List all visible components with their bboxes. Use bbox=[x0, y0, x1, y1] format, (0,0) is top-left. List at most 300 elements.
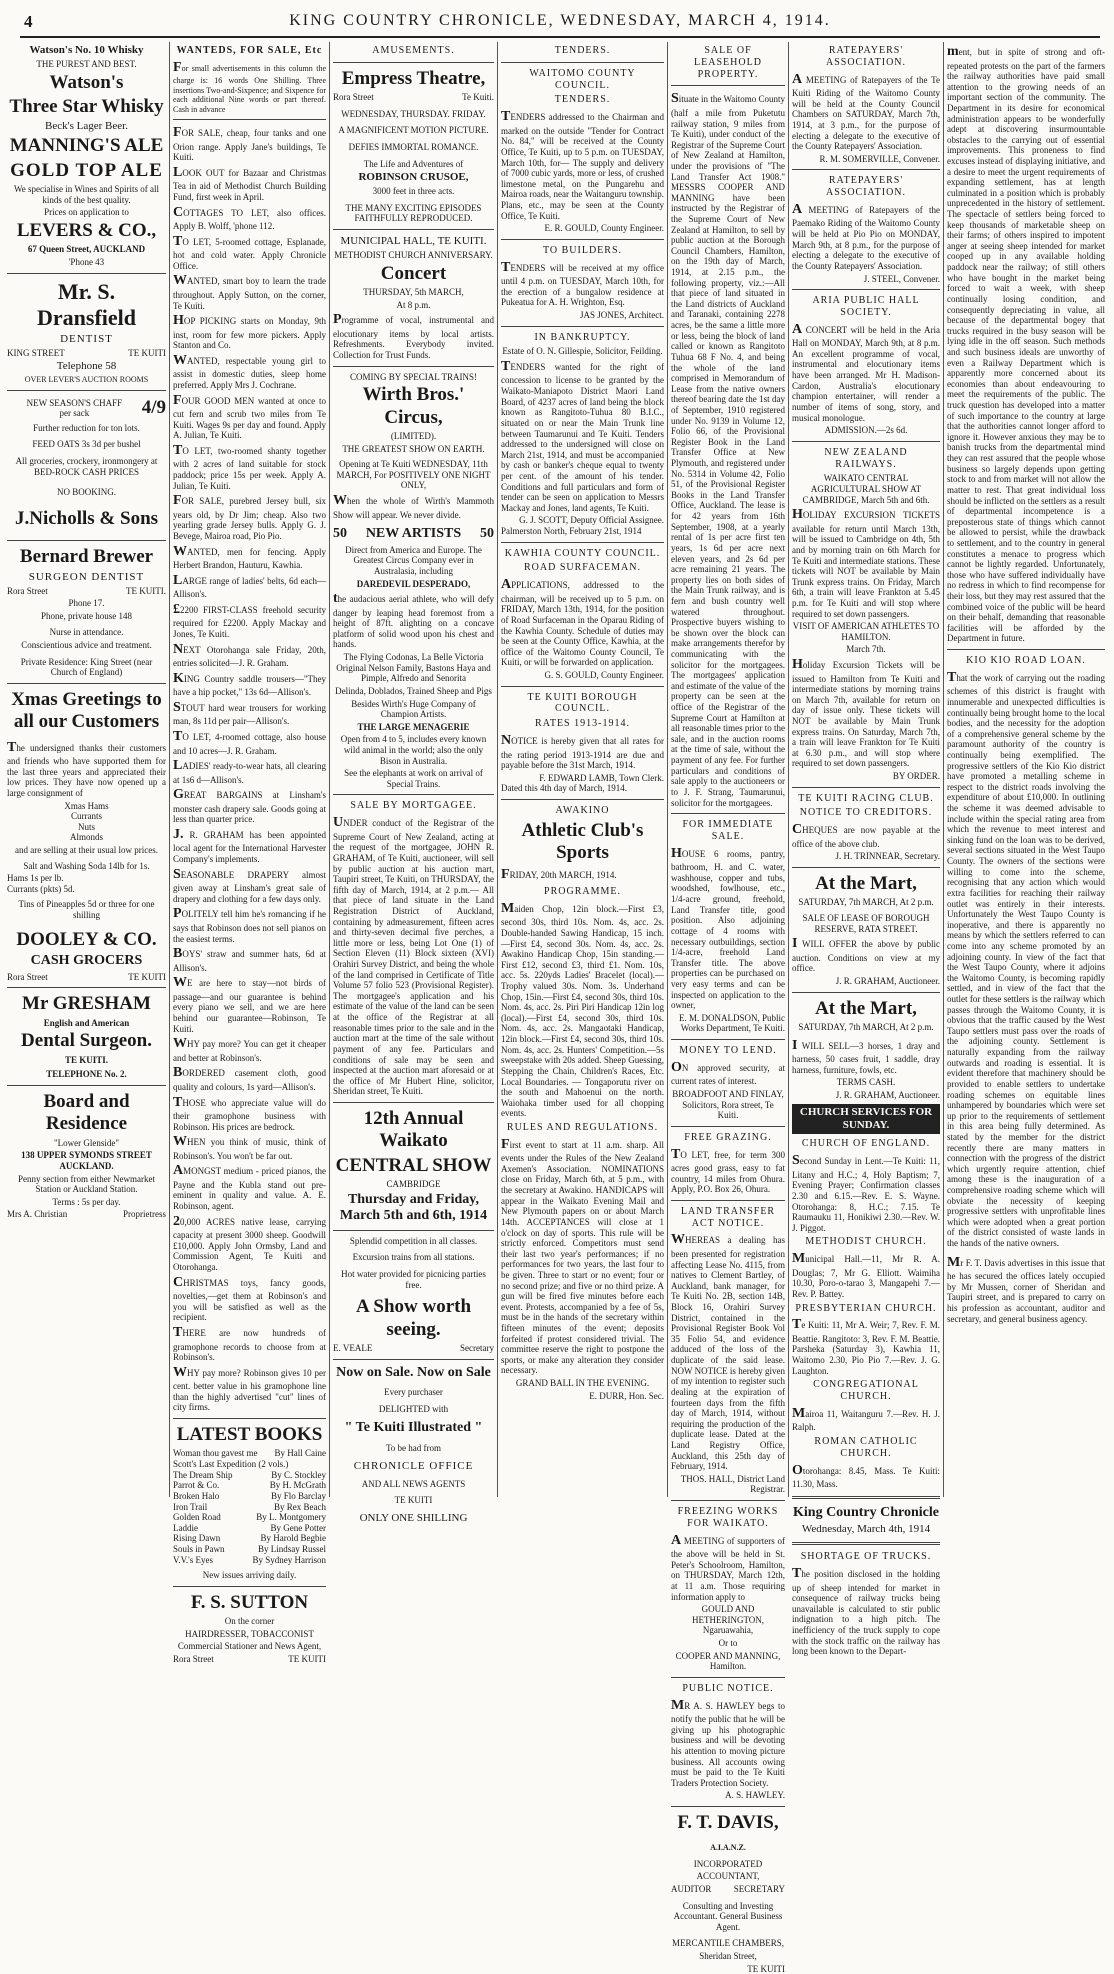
mart-1-date: SATURDAY, 7th MARCH, At 2 p.m. bbox=[798, 897, 934, 908]
bankruptcy-estate: Estate of O. N. Gillespie, Solicitor, Feilding. bbox=[502, 346, 663, 357]
tender-3-date: Palmerston North, February 21st, 1914 bbox=[501, 526, 642, 536]
book-author: By Flo Barclay bbox=[271, 1490, 326, 1501]
xmas-item: Currants bbox=[71, 811, 102, 822]
board-title: Board and Residence bbox=[43, 1090, 130, 1135]
board-terms: Terms : 5s per day. bbox=[52, 1196, 121, 1207]
coe-heading: CHURCH OF ENGLAND. bbox=[801, 1138, 931, 1150]
mart-2-date: SATURDAY, 7th MARCH, At 2 p.m. bbox=[798, 1021, 934, 1032]
whisky-ad-1: Watson's No. 10 Whisky bbox=[29, 44, 144, 56]
daredevil-body: the audacious aerial athlete, who will defy danger by leaping head foremost from a height of 87ft. alighting on a concave platform of solid wood upon his chest and hands. bbox=[333, 591, 494, 650]
mart-1-title: At the Mart, bbox=[815, 872, 917, 894]
presbyterian-heading: PRESBYTERIAN CHURCH. bbox=[795, 1302, 937, 1314]
land-transfer-heading: LAND TRANSFER ACT NOTICE. bbox=[680, 1205, 776, 1229]
graham-2-signature: J. R. GRAHAM, Auctioneer. bbox=[835, 1089, 940, 1100]
mart-2-body: I WILL SELL—3 horses, 1 dray and harness, 50 cases fruit, 1 saddle, dray harness, furniture, fowls, etc. bbox=[792, 1037, 940, 1075]
athletic-date: FRIDAY, 20th MARCH, 1914. bbox=[501, 866, 617, 882]
artists-count-left: 50 bbox=[333, 526, 347, 542]
public-notice-heading: PUBLIC NOTICE. bbox=[682, 1682, 774, 1694]
classified-ad: LADIES' ready-to-wear hats, all clearing at 1s6 d—Allison's. bbox=[173, 758, 326, 785]
classifieds-list bbox=[173, 125, 326, 1413]
davis-auditor: AUDITOR bbox=[671, 1884, 712, 1895]
classified-ad: £2200 FIRST-CLASS freehold security required for £2200. Apply Mackay and Jones, Te Kuiti. bbox=[173, 601, 326, 639]
classified-ad: AMONGST medium - priced pianos, the Payne and the Kubla stand out pre-eminent in quality and value. A. E. Robinson, agent. bbox=[173, 1163, 326, 1212]
classified-ad: THOSE who appreciate value will do their gramophone business with Robinson. His prices are bedrock. bbox=[173, 1094, 326, 1132]
book-author: By Sydney Harrison bbox=[252, 1554, 326, 1565]
land-transfer-signature: THOS. HALL, District Land Registrar. bbox=[680, 1473, 785, 1495]
brewer-name: Bernard Brewer bbox=[19, 546, 154, 568]
ale-ad-2: GOLD TOP ALE bbox=[10, 159, 163, 181]
dentist-title: DENTIST bbox=[60, 332, 113, 345]
rules-body: First event to start at 11 a.m. sharp. All events under the Rules of the New Zealand Axemen's Association. NOMINATIONS close on Friday, March 6th, at 5 p.m., with the secretary at Awakino. HANDICAPS will appear in the Waikato Evening Mail and New Plymouth papers on or about March 14th. ACCEPTANCES will close at 1 o'clock on day of sports. This rule will be strictly enforced. Competitors must send their last two year's performances; if no performances for two years, the last four to be given. Three to start or no event; four or no second prize; and five or no third prize. A gun will be fired five minutes before each event. Protests, accompanied by a fee of 5s, must be in the hands of the secretary within fifteen minutes of the event; deposits forfeited if protest considered trivial. The committee reserve the right to postpone the sports, or make any alteration they consider necessary. bbox=[501, 1136, 664, 1376]
davis-secretary: SECRETARY bbox=[733, 1884, 785, 1895]
methodist-body: Municipal Hall.—11, Mr R. A. Douglas; 7, Mr G. Elliott. Waimiha 10.30, Poro-o-tarao 3, Mangapehi 7.—Rev. P. Battey. bbox=[792, 1251, 940, 1299]
book-row bbox=[173, 1523, 326, 1534]
money-body: ON approved security, at current rates of interest. bbox=[671, 1059, 785, 1087]
page-number: 4 bbox=[24, 12, 33, 31]
book-row bbox=[173, 1491, 326, 1502]
groceries-ad: All groceries, crockery, ironmongery at BED-ROCK CASH PRICES bbox=[15, 455, 158, 477]
tender-2: TENDERS will be received at my office until 4 p.m. on TUESDAY, March 10th, for the erection of a bungalow residence at Pukeatua for A. H. Wrighton, Esq. bbox=[501, 259, 664, 308]
no-booking: NO BOOKING. bbox=[57, 487, 116, 498]
xmas-item: Nuts bbox=[77, 821, 95, 832]
classified-ad: NEXT Otorohanga sale Friday, 20th, entries solicited—J. R. Graham. bbox=[173, 641, 326, 669]
book-row bbox=[173, 1448, 326, 1459]
to-be-had: To be had from bbox=[385, 1442, 442, 1453]
municipal-hall: MUNICIPAL HALL, TE KUITI. bbox=[340, 235, 487, 248]
railways-body: HOLIDAY EXCURSION TICKETS available for return until March 13th, will be issued to Cambridge on 4th, 5th and by morning train on 6th March for Te Kuiti and intermediate stations. These tickets will NOT be available by Main Trunk express trains. On Friday, March 6th, a train will leave Frankton at 5.45 p.m. for Te Kuiti and will stop where required to set down passengers. bbox=[792, 507, 940, 619]
classified-ad: STOUT hard wear trousers for working man, 8s 11d per pair—Allison's. bbox=[173, 699, 326, 727]
book-title: Broken Halo bbox=[173, 1490, 220, 1501]
tender-2-signature: JAS JONES, Architect. bbox=[580, 309, 664, 320]
methodist-anniversary: METHODIST CHURCH ANNIVERSARY. bbox=[334, 250, 493, 261]
xmas-body: The undersigned thanks their customers and friends who have supported them for the last three years and appreciated their low prices. They have now opened up a large consignment of bbox=[7, 739, 166, 798]
currants-ad: Currants (pkts) 5d. bbox=[7, 883, 75, 894]
book-author: By Hall Caine bbox=[274, 1448, 326, 1459]
waikato-show-2: CENTRAL SHOW bbox=[335, 1154, 492, 1176]
artists-count-right: 50 bbox=[479, 526, 494, 542]
money-heading: MONEY TO LEND. bbox=[679, 1044, 777, 1056]
veale-name: E. VEALE bbox=[333, 1343, 373, 1354]
book-row bbox=[173, 1512, 326, 1523]
ratepayers-1-signature: R. M. SOMERVILLE, Convener. bbox=[819, 153, 940, 164]
davis-incorporated: INCORPORATED bbox=[693, 1858, 763, 1869]
immediate-sale-signature: E. M. DONALDSON, Public Works Department, Te Kuiti. bbox=[678, 1012, 785, 1034]
sutton-trade: HAIRDRESSER, TOBACCONIST bbox=[185, 1628, 314, 1639]
menagerie-title: THE LARGE MENAGERIE bbox=[357, 721, 470, 732]
concert-title: Concert bbox=[380, 262, 447, 284]
wirth-greatest: THE GREATEST SHOW ON EARTH. bbox=[342, 443, 485, 454]
levers-name: LEVERS & CO., bbox=[16, 220, 157, 241]
freezing-body: A MEETING of supporters of the above will be held in St. Peter's Schoolroom, Hamilton, on THURSDAY, March 12th, at 11 a.m. Those requiring information apply to bbox=[671, 1532, 785, 1602]
daredevil-title: DAREDEVIL DESPERADO, bbox=[356, 578, 471, 589]
now-on-sale: Now on Sale. Now on Sale bbox=[336, 1364, 491, 1380]
mortgagee-heading: SALE BY MORTGAGEE. bbox=[350, 800, 477, 812]
book-row bbox=[173, 1555, 326, 1566]
reduction-text: Further reduction for ton lots. bbox=[33, 422, 140, 433]
newspaper-title: KING COUNTRY CHRONICLE, WEDNESDAY, MARCH 4, 1914. bbox=[289, 12, 831, 29]
concert-date: THURSDAY, 5th MARCH, bbox=[363, 287, 464, 298]
masthead bbox=[20, 6, 1100, 38]
awakino-heading: AWAKINO bbox=[555, 804, 610, 816]
brewer-private-phone: Phone, private house 148 bbox=[41, 610, 132, 621]
athletic-title: Athletic Club's Sports bbox=[521, 819, 644, 864]
ratepayers-1-heading: RATEPAYERS' ASSOCIATION. bbox=[825, 45, 907, 68]
xmas-selling: and are selling at their usual low prices. bbox=[15, 845, 158, 856]
programme-body: Maiden Chop, 12in block.—First £3, second 30s, third 10s. Nom. 4s, acc. 2s. Double-handed Sawing Handicap, 15 inch.—First £4, second 30s. Nom. 4s, acc. 2s. Awakino Handicap Chop, 15in standing.—First £12, second £3, third £1. Nom. 10s, acc. 5s. 220yds Ladies' Bracelet (local).—Trophy valued 30s. Nom. 3s. Underhand Chop, 15in.—First £4, second 30s, third 10s. Nom. 4s, acc. 2s. Piri Piri Handicap 12in log (local).—First £4, second 30s, third 10s. Nom. 4s, acc. 2s. Mangaotaki Handicap, 12in block.—First £4, second 30s, third 10s. Nom. 4s, acc. 2s. Hunters' Competition.—5s sweepstake with 20s added. Sheep Guessing, Stepping the Chain, Children's Races, Etc. Local Boundaries. — Tongaporutu river on the south and Mahoenui on the north. Waiohaka timber used for all chopping events. bbox=[501, 900, 664, 1119]
book-title: V.V.'s Eyes bbox=[173, 1554, 214, 1565]
gould-contact: GOULD AND HETHERINGTON, Ngaruawahia, bbox=[691, 1604, 765, 1636]
shortage-heading: SHORTAGE OF TRUCKS. bbox=[800, 1551, 932, 1563]
whisky-ad-2a: Watson's bbox=[49, 71, 124, 93]
board-proprietor: Mrs A. Christian bbox=[7, 1209, 68, 1220]
gresham-sub: English and American bbox=[43, 1017, 130, 1028]
xmas-item: Almonds bbox=[69, 832, 103, 843]
empress-magnificent: A MAGNIFICENT MOTION PICTURE. bbox=[338, 125, 489, 136]
railways-sub: WAIKATO CENTRAL AGRICULTURAL SHOW AT CAMBRIDGE, March 5th and 6th. bbox=[802, 473, 930, 505]
cooper-contact: COOPER AND MANNING, Hamilton. bbox=[675, 1650, 781, 1672]
mortgagee-body: UNDER conduct of the Registrar of the Supreme Court of New Zealand, acting at the request of the mortgagee, JOHN R. GRAHAM, of Te Kuiti, auctioneer, will sell by public auction at his auction mart, Taupiri street, Te Kuiti, on THURSDAY, the fifth day of March, 1914, at 2 p.m.— All that piece of land situate in the Land Registration District of Auckland, containing by admeasurement, fifteen acres and thirty-seven decimal five perches, a little more or less, being Lot One (1) of Section Eleven (11) Block sixteen (XVI) Orahiri Survey District, and being the whole of the land comprised in Certificate of Title Volume 57 folio 523 (Provisional Register). The mortgagee's application and his estimate of the value of the land can be seen at the office of the Registrar at all reasonable times prior to the sale and in the auction mart at the time of the sale without payment of any fee. Particulars and conditions of sale may be seen and inspected at the auction mart aforesaid or at the office of Mr Hubert Hine, solicitor, Sheridan street, Te Kuiti. bbox=[333, 815, 494, 1097]
dentist-phone: Telephone 58 bbox=[56, 360, 117, 373]
grazing-body: TO LET, free, for term 300 acres good grass, easy to fat country, 14 miles from Ohura. Apply, P.O. Box 26, Ohura. bbox=[671, 1146, 785, 1195]
classified-ad: GREAT BARGAINS at Linsham's monster cash drapery sale. Goods going at less than quarter price. bbox=[173, 787, 326, 825]
coming-trains: COMING BY SPECIAL TRAINS! bbox=[350, 371, 477, 382]
rules-heading: RULES AND REGULATIONS. bbox=[506, 1121, 659, 1133]
book-row bbox=[173, 1544, 326, 1555]
tender-1-signature: E. R. GOULD, County Engineer. bbox=[544, 223, 664, 234]
nicholls-name: J.Nicholls & Sons bbox=[14, 507, 159, 529]
presbyterian-body: Te Kuiti: 11, Mr A. Weir; 7, Rev. F. M. Beattie. Rangitoto: 3, Rev. F. M. Beattie. Parsheka (Saturday 3), Kawhia 11, Waitomo 2.30, Pio Pio 7.—Rev. J. G. Laughton. bbox=[792, 1317, 940, 1376]
davis-credential: A.I.A.N.Z. bbox=[710, 1843, 746, 1853]
beer-ad: Beck's Lager Beer. bbox=[45, 120, 128, 133]
editorial-date: Wednesday, March 4th, 1914 bbox=[801, 1523, 931, 1536]
mart-2-title: At the Mart, bbox=[815, 997, 917, 1019]
classified-ad: FOR SALE, purebred Jersey bull, six years old, by Dr Jim; cheap. Also two yearling grade Jersey bulls. Apply G. J. Bevege, Mairoa road, Pio Pio. bbox=[173, 493, 326, 542]
visit-heading: VISIT OF AMERICAN ATHLETES TO HAMILTON. bbox=[792, 621, 940, 642]
book-author: By Rex Beach bbox=[274, 1501, 326, 1512]
gresham-town: TE KUITI. bbox=[64, 1054, 108, 1065]
column-6 bbox=[788, 42, 943, 1657]
classified-ad: WE are here to stay—not birds of passage—and our guarantee is behind every piano we sell, and we are here behind our guarantee—Robinson, Te Kuiti. bbox=[173, 975, 326, 1034]
classified-ad: WANTED, smart boy to learn the trade throughout. Apply Sutton, on the corner, Te Kuiti. bbox=[173, 273, 326, 311]
xmas-title: Xmas Greetings to all our Customers bbox=[11, 688, 162, 733]
grazing-heading: FREE GRAZING. bbox=[684, 1131, 772, 1143]
book-title: Souls in Pawn bbox=[173, 1543, 225, 1554]
sutton-stationer: Commercial Stationer and News Agent, bbox=[177, 1641, 322, 1652]
davis-note: Mr F. T. Davis advertises in this issue that he has secured the offices lately occupied by Mr Mussen, corner of Sheridan and Taupiri street, and is prepared to carry on his profession as accountant, auditor and secretary, and general business agency. bbox=[947, 1254, 1105, 1324]
book-author: By Harold Begbie bbox=[260, 1533, 326, 1544]
rates-date: Dated this 4th day of March, 1914. bbox=[501, 783, 627, 794]
artists-title: NEW ARTISTS bbox=[365, 526, 462, 542]
hawley-notice: MR A. S. HAWLEY begs to notify the public that he will be giving up his photographic business and will be devoting his attention to moving picture business. All accounts owing must be paid to the Te Kuiti Traders Protection Society. bbox=[671, 1697, 785, 1788]
book-title: Laddie bbox=[173, 1522, 198, 1533]
lease-body: I WILL OFFER the above by public auction. Conditions on view at my office. bbox=[792, 936, 940, 974]
tenders-subheading: TENDERS. bbox=[554, 94, 611, 106]
dooley-name: DOOLEY & CO. bbox=[16, 928, 157, 950]
classified-ad: COTTAGES TO LET, also offices. Apply B. Wolff, 'phone 112. bbox=[173, 204, 326, 232]
catholic-heading: ROMAN CATHOLIC CHURCH. bbox=[814, 1435, 918, 1459]
tender-3-signature: G. J. SCOTT, Deputy Official Assignee. bbox=[519, 515, 664, 526]
classified-ad: BOYS' straw and summer hats, 6d at Allison's. bbox=[173, 946, 326, 973]
brewer-residence: Private Residence: King Street (near Church of England) bbox=[20, 656, 153, 678]
classified-ad: TO LET, two-roomed shanty together with 2 acres of land suitable for stock paddock; price 15s per week. Apply A. Julian, Te Kuiti. bbox=[173, 442, 326, 491]
whisky-ad-2b: Three Star Whisky bbox=[9, 95, 164, 117]
empress-life: The Life and Adventures of bbox=[363, 158, 464, 169]
elephants-text: See the elephants at work on arrival of Special Trains. bbox=[344, 768, 483, 789]
dooley-street: Rora Street bbox=[7, 971, 48, 982]
book-row bbox=[173, 1470, 326, 1481]
leasehold-heading: SALE OF LEASEHOLD PROPERTY. bbox=[694, 45, 762, 80]
book-title: Scott's Last Expedition (2 vols.) bbox=[173, 1459, 289, 1470]
ratepayers-1-body: A MEETING of Ratepayers of the Te Kuiti Riding of the Waitomo County will be held at the County Council Chambers on SATURDAY, March 7th, 1914, at 3 p.m., for the purpose of electing a delegate to the executive of the County Ratepayers' Association. bbox=[792, 71, 940, 152]
classified-ad: WANTED, men for fencing. Apply Herbert Brandon, Hauturu, Kawhia. bbox=[173, 543, 326, 571]
immediate-sale-heading: FOR IMMEDIATE SALE. bbox=[682, 819, 774, 842]
wirth-when: When the whole of Wirth's Mammoth Show will appear. We never divide. bbox=[333, 493, 494, 520]
brewer-street: Rora Street bbox=[7, 585, 48, 596]
davis-accountant: ACCOUNTANT, bbox=[696, 1871, 760, 1882]
classified-ad: THERE are now hundreds of gramophone records to choose from at Robinson's. bbox=[173, 1325, 326, 1363]
surfaceman-heading: ROAD SURFACEMAN. bbox=[524, 562, 641, 574]
immediate-sale-body: HOUSE 6 rooms, pantry, bathroom, H. and C. water, washhouse, copper and tubs, woodshed, fowlhouse, etc., 1/4-acre ground, freehold, Land Transfer title, good position. Also adjoining cottage of 4 rooms with necessary outbuildings, section 1/4-acre, freehold Land Transfer title. The above properties can be purchased on very easy terms and can be inspected on application to the owner, bbox=[671, 845, 785, 1011]
levers-phone: 'Phone 43 bbox=[68, 257, 105, 268]
aria-body: A CONCERT will be held in the Aria Hall on MONDAY, March 9th, at 8 p.m. An excellent programme of vocal, instrumental and elocutionary items have been arranged. Mr H. Madison-Cardon, Australia's elocutionary champion entertainer, will render a number of items of song, story, and musical monologue. bbox=[792, 321, 940, 423]
brewer-nurse: Nurse in attendance. bbox=[49, 627, 124, 638]
wirth-opening: Opening at Te Kuiti WEDNESDAY, 11th MARCH, For POSITIVELY ONE NIGHT ONLY, bbox=[336, 459, 491, 491]
chaff-price: 4/9 bbox=[141, 396, 166, 418]
church-services-banner: CHURCH SERVICES FOR SUNDAY. bbox=[792, 1104, 940, 1134]
column-2 bbox=[169, 42, 329, 1665]
wanteds-heading: WANTEDS, FOR SALE, Etc bbox=[176, 45, 323, 56]
wines-text: We specialise in Wines and Spirits of all kinds of the best quality. bbox=[14, 184, 159, 205]
books-heading: LATEST BOOKS bbox=[176, 1424, 323, 1446]
sutton-street: Rora Street bbox=[173, 1654, 214, 1665]
gresham-dental: Dental Surgeon. bbox=[21, 1030, 152, 1052]
racing-club: TE KUITI RACING CLUB. bbox=[798, 792, 934, 804]
davis-name-text: F. T. DAVIS, bbox=[677, 1812, 779, 1833]
editorial-continued: ment, but in spite of strong and oft-repeated protests on the part of the farmers the railway authorities have paid small attention to the growing needs of an important section of the community. The Department in its desire for economical administration appears to be wonderfully adept at discovering insurmountable obstacles to the carrying out of essential improvements. This proneness to find excuses instead of displaying initiative, and a desire to meet the urgent requirements of expanding settlement, has at length culminated in a position which is probably unprecedented in the history of settlement. The spectacle of settlers being forced to keep thousands of marketable sheep on their farms; of others inspired to impotent anger at seeing sheep intended for market cooped up in any available holding paddock near the railway; of still others who have bought in the market being forced to wait a week, with sheep continually losing condition, and consequently depreciating in value, all because of the departmental bogey that trucks required in the busy season will be lying idle in the off season. Such methods and such business ideals are unworthy of even a Railway Department which is apparently more concerned about its economies than about endeavouring to meet the requirements of the public. The truck question has developed into a matter of such importance to the country at large that the authorities cannot longer afford to ignore it. However anxious they may be to banish trucks from the departmental mind they can rest assured that the people whose business so largely depends upon getting stock to and from market will not allow the matter to rest. That great individual loss should be inflicted on the settlers as a result of departmental incompetence is a preposterous state of things which cannot be allowed to persist, while the drawback to settlement, and to the country in general constitutes a menace to progress which cannot be lightly regarded. Unfortunately, those who have suffered individually have no redress in which to find recompense for their loss, but they may rest assured that the combined voice of the public will be heard on their behalf, demanding that reasonable facilities will be afforded by the Department in future. bbox=[947, 44, 1105, 644]
veale-title: Secretary bbox=[460, 1343, 494, 1354]
prices-text: Prices on application to bbox=[44, 207, 129, 218]
wirth-others: The Flying Codonas, La Belle Victoria Original Nelson Family, Bastons Haya and Pimple, Alfredo and Senorita bbox=[336, 652, 491, 684]
book-row bbox=[173, 1480, 326, 1491]
congregational-body: Mairoa 11, Waitanguru 7.—Rev. H. J. Ralph. bbox=[792, 1405, 940, 1433]
ratepayers-2-signature: J. STEEL, Convener. bbox=[863, 273, 940, 284]
books-new: New issues arriving daily. bbox=[202, 1570, 297, 1581]
waikato-show-3: CAMBRIDGE bbox=[386, 1179, 441, 1190]
methodist-heading: METHODIST CHURCH. bbox=[805, 1236, 927, 1248]
hams-ad: Hams 1s per lb. bbox=[7, 873, 64, 884]
book-title: Golden Road bbox=[173, 1512, 221, 1523]
board-proprietor-title: Proprietress bbox=[123, 1209, 166, 1220]
te-kuiti-illustrated: " Te Kuiti Illustrated " bbox=[344, 1420, 483, 1436]
broadfoot-signature: BROADFOOT AND FINLAY, Solicitors, Rora street, Te Kuiti. bbox=[672, 1088, 784, 1121]
column-5 bbox=[667, 42, 788, 1974]
menagerie-body: Open from 4 to 5, includes every known wild animal in the world; also the only Bison in Australia. bbox=[340, 734, 487, 766]
dentist-location: OVER LEVER'S AUCTION ROOMS bbox=[24, 375, 149, 385]
classified-ad: WANTED, respectable young girl to assist in domestic duties, sleep home preferred. Apply Mrs J. Cochrane. bbox=[173, 352, 326, 390]
by-order: BY ORDER. bbox=[892, 770, 940, 781]
column-3 bbox=[329, 42, 497, 1524]
rates-notice: NOTICE is hereby given that all rates for the rating period 1913-1914 are due and payable before the 31st March, 1914. bbox=[501, 732, 664, 771]
tenders-heading: TENDERS. bbox=[554, 45, 611, 56]
creditors-body: CHEQUES are now payable at the office of the above club. bbox=[792, 822, 940, 849]
books-list bbox=[173, 1448, 326, 1565]
show-worth-seeing: A Show worth seeing. bbox=[355, 1296, 472, 1340]
tender-4-signature: G. S. GOULD, County Engineer. bbox=[544, 669, 664, 680]
classified-ad: SEASONABLE DRAPERY almost given away at Linsham's great sale of drapery and clothing for a few days only. bbox=[173, 866, 326, 904]
terms-cash: TERMS CASH. bbox=[836, 1077, 896, 1088]
tender-1: TENDERS addressed to the Chairman and marked on the outside "Tender for Contract No. 84," will be received at the County Office, Te Kuiti, up to 5 p.m. on TUESDAY, March 10th, for— The supply and delivery of 7000 cubic yards, more or less, of crushed limestone metal, on the Pungarehu and Mairoa roads, near the Waitanguru township. Plans, etc., may be seen at the County Office, Te Kuiti. bbox=[501, 109, 664, 221]
wirth-besides: Besides Wirth's Huge Company of Champion Artists. bbox=[351, 698, 476, 720]
classified-ad: BORDERED casement cloth, good quality and colours, 1s yard—Allison's. bbox=[173, 1065, 326, 1092]
wanteds-rates: For small advertisements in this column the charge is: 16 words One Shilling. Three insertions Two-and-Sixpence; and Sixpence for each additional Nine words or part thereof. Cash in advance bbox=[173, 59, 326, 114]
column-1 bbox=[4, 42, 169, 1497]
visit-date: March 7th. bbox=[846, 644, 886, 655]
freezing-heading: FREEZING WORKS FOR WAIKATO. bbox=[677, 1506, 779, 1529]
classified-ad: FOUR GOOD MEN wanted at once to cut fern and scrub two miles from Te Kuiti. Wages 9s per day and found. Apply A. Julian, Te Kuiti. bbox=[173, 392, 326, 441]
railways-heading: NEW ZEALAND RAILWAYS. bbox=[824, 446, 908, 470]
chaff-unit: per sack bbox=[59, 408, 90, 419]
classified-ad: WHEN you think of music, think of Robinson's. You won't be far out. bbox=[173, 1134, 326, 1161]
empress-defies: DEFIES IMMORTAL ROMANCE. bbox=[348, 142, 479, 153]
dentist-street: KING STREET bbox=[7, 347, 65, 358]
empress-days: WEDNESDAY, THURSDAY. FRIDAY. bbox=[341, 108, 486, 119]
editorial-masthead: King Country Chronicle bbox=[793, 1504, 939, 1520]
classified-ad: J. R. GRAHAM has been appointed local agent for the International Harvester Company's implements. bbox=[173, 826, 326, 865]
classified-ad: HOP PICKING starts on Monday, 9th inst, room for few more pickers. Apply Stanton and Co. bbox=[173, 313, 326, 351]
book-author: By Lindsay Russel bbox=[257, 1543, 326, 1554]
xmas-item: Xmas Hams bbox=[64, 800, 109, 811]
book-author: By H. McGrath bbox=[269, 1480, 326, 1491]
book-author: By Gene Potter bbox=[270, 1522, 326, 1533]
sutton-corner: On the corner bbox=[224, 1616, 275, 1627]
classified-ad: POLITELY tell him he's romancing if he says that Robinson does not sell pianos on the easiest terms. bbox=[173, 906, 326, 944]
waikato-show-7: Hot water provided for picnicing parties free. bbox=[341, 1269, 486, 1290]
waitomo-council: WAITOMO COUNTY COUNCIL. bbox=[529, 67, 636, 91]
empress-episodes: THE MANY EXCITING EPISODES FAITHFULLY REPRODUCED. bbox=[345, 202, 482, 224]
ratepayers-2-body: A MEETING of Ratepayers of the Paemako Riding of the Waitomo County will be held at Pio Pio on MONDAY, March 9th, at 8 p.m., for the purpose of electing a delegate to the executive of the County Ratepayers' Association. bbox=[792, 201, 940, 271]
ratepayers-2-heading: RATEPAYERS' ASSOCIATION. bbox=[825, 175, 907, 199]
waikato-show-5: Splendid competition in all classes. bbox=[349, 1235, 478, 1246]
board-name: "Lower Glenside" bbox=[53, 1137, 120, 1148]
chronicle-office: CHRONICLE OFFICE bbox=[353, 1459, 474, 1472]
leasehold-body: Situate in the Waitomo County (half a mile from Puketutu railway station, 9 miles from Te Kuiti), under conduct of the Registrar of the Supreme Court of New Zealand at Hamilton, under the provisions of "The Land Transfer Act 1908." MESSRS COOPER AND MANNING have been instructed by the Registrar of the Supreme Court of New Zealand at Hamilton, to sell by public auction at the Borough Council Chambers, Hamilton, on the 19th day of March, 1914, at 2.15 p.m., the following property, viz.:—All that piece of land situated in the Land districts of Auckland and Taranaki, containing 2278 acres, be the same a little more or less, being the block of land called or known as Rangitoto Tuhua 68 F No. 4, and being the whole of the land comprised in Memorandum of Lease from the native owners thereof bearing date the 1st day of September, 1910 registered under No. 9139 in Volume 12, Folio 66, of the Provisional Register Book in the Land Transfer Office at New Plymouth, and registered under No. 5314 in Volume 42, Folio 51, of the Provisional Register Books in the Land Transfer Office, Auckland. The lease is for 42 years from 16th September, 1908, at a yearly rental of 1s per acre first ten years, 1s 6d per acre next eleven years, and 2s 6d per acre remaining 21 years. The property lies on both sides of the Main Trunk railway, and is fern and bush country well watered throughout. Prospective buyers wishing to be shown over the block can make arrangements therefor by communicating with the solicitor for the mortgagees. The mortgagees' application and estimate of the value of the property can be seen at the office of the Registrar of the Supreme Court at Hamilton at all reasonable times prior to the sale, and in the auction rooms at the time of sale, without the payment of any fee. For further particulars and conditions of sale apply to the auctioneers or to J. F. Strang, Taumarunui, solicitor for the mortgagees. bbox=[671, 91, 785, 808]
aria-admission: ADMISSION.—2s 6d. bbox=[824, 425, 908, 436]
news-agents: AND ALL NEWS AGENTS bbox=[361, 1478, 466, 1489]
one-shilling: ONLY ONE SHILLING bbox=[359, 1511, 468, 1524]
classified-ad: TO LET, 5-roomed cottage, Esplanade, hot and cold water. Apply Chronicle Office. bbox=[173, 233, 326, 271]
amusements-heading: AMUSEMENTS. bbox=[372, 45, 455, 56]
coe-body: Second Sunday in Lent.—Te Kuiti: 11, Litany and H.C.; 4, Holy Baptism; 7, Evening Prayer; Confirmation classes 2.30 and 6.15.—Rev. E. S. Wayne. Otorohanga: 8, H.C.; 7.15. Te Raumauku 11, Honikiwi 2.30.—Rev. W. J. Piggot. bbox=[792, 1153, 940, 1233]
board-penny: Penny section from either Newmarket Station or Auckland Station. bbox=[18, 1173, 155, 1195]
oats-ad: FEED OATS 3s 3d per bushel bbox=[32, 439, 141, 450]
book-title: Iron Trail bbox=[173, 1501, 208, 1512]
bankruptcy-heading: IN BANKRUPTCY. bbox=[534, 331, 631, 343]
levers-address: 67 Queen Street, AUCKLAND bbox=[27, 244, 146, 255]
rates-heading: RATES 1913-1914. bbox=[535, 718, 630, 730]
borough-council: TE KUITI BOROUGH COUNCIL. bbox=[527, 691, 638, 715]
tender-3: TENDERS wanted for the right of concession to license to be granted by the Waikato-Maniapoto District Maori Land Board, of 4237 acres of land being the block known as Rangitoto-Tuhua 80 B.I.C., situated on or near the Main Trunk line between Taumarunui and Te Kuiti. Tenders addressed to the undersigned will close on March 21st, 1914, and must be accompanied by cash or banker's cheque equal to twenty per cent. of the amount of his tender. Conditions and full particulars and form of tender can be seen on application to Messrs Mackay and Jones, land agents, Te Kuiti. bbox=[501, 358, 664, 513]
classified-ad: KING Country saddle trousers—"They have a hip pocket," 13s 6d—Allison's. bbox=[173, 670, 326, 698]
land-transfer-body: WHEREAS a dealing has been presented for registration affecting Lease No. 4115, from natives to Clement Bartley, of Auckland, bank manager, for Te Kuiti No. 2B, section 14B, Block 16, Orahiri Survey District, contained in the Provisional Register Book Vol 35 Folio 54, and evidence adduced of the loss of the duplicate of the said lease. NOW NOTICE is hereby given of my intention to register such dealing at the expiration of fourteen days from the fifth day of March, 1914, without requiring the production of the duplicate lease. Dated at the Land Registry Office, Auckland, this 25th day of February, 1914. bbox=[671, 1232, 785, 1472]
dooley-sub: CASH GROCERS bbox=[30, 953, 143, 969]
kawhia-council: KAWHIA COUNTY COUNCIL. bbox=[504, 547, 661, 559]
pineapples-ad: Tins of Pineapples 5d or three for one shilling bbox=[18, 899, 155, 921]
trinnear-signature: J. H. TRINNEAR, Secretary. bbox=[835, 851, 940, 862]
wirth-title: Wirth Bros.' Circus, bbox=[362, 384, 465, 428]
classified-ad: TO LET, 4-roomed cottage, also house and 10 acres—J. R. Graham. bbox=[173, 728, 326, 756]
graham-1-signature: J. R. GRAHAM, Auctioneer. bbox=[835, 975, 940, 986]
davis-name bbox=[671, 1812, 785, 1857]
waikato-show-6: Excursion trains from all stations. bbox=[352, 1252, 475, 1263]
mercantile-chambers: MERCANTILE CHAMBERS, bbox=[671, 1938, 784, 1949]
wirth-others-2: Delinda, Doblados, Trained Sheep and Pigs bbox=[335, 685, 492, 696]
xmas-items bbox=[7, 801, 166, 843]
book-author: By L. Montgomery bbox=[256, 1512, 326, 1523]
column-7 bbox=[943, 42, 1108, 1497]
wirth-direct: Direct from America and Europe. The Greatest Circus Company ever in Australasia, including bbox=[345, 544, 482, 576]
empress-crusoe: ROBINSON CRUSOE, bbox=[358, 171, 469, 184]
classified-ad: LARGE range of ladies' belts, 6d each—Allison's. bbox=[173, 572, 326, 600]
soda-ad: Salt and Washing Soda 14lb for 1s. bbox=[23, 860, 150, 871]
or-text: Or to bbox=[718, 1637, 738, 1648]
sutton-town: TE KUITI bbox=[288, 1654, 326, 1665]
concert-time: At 8 p.m. bbox=[396, 299, 431, 310]
book-title: Woman thou gavest me bbox=[173, 1448, 258, 1459]
te-kuiti: TE KUITI bbox=[394, 1495, 433, 1506]
builders-heading: TO BUILDERS. bbox=[542, 244, 623, 256]
visit-body: Holiday Excursion Tickets will be issued to Hamilton from Te Kuiti and intermediate stations by morning trains on March 7th, available for return on day of issue only. These tickets will NOT be available by Main Trunk express trains. On Saturday, March 7th, a train will leave Frankton for Te Kuiti at 6.30 p.m., and will stop where required to set down passengers. bbox=[792, 656, 940, 769]
davis-consulting: Consulting and Investing Accountant. General Business Agent. bbox=[673, 1900, 783, 1932]
book-row bbox=[173, 1502, 326, 1513]
empress-street: Rora Street bbox=[333, 92, 374, 103]
book-title: Rising Dawn bbox=[173, 1533, 221, 1544]
waikato-show-1: 12th Annual Waikato bbox=[363, 1107, 464, 1152]
kio-kio-heading: KIO KIO ROAD LOAN. bbox=[966, 655, 1086, 667]
column-4 bbox=[497, 42, 667, 1497]
chaff-ad: NEW SEASON'S CHAFF bbox=[26, 397, 123, 408]
davis-town: TE KUITI bbox=[747, 1963, 785, 1974]
congregational-heading: CONGREGATIONAL CHURCH. bbox=[813, 1379, 919, 1403]
empress-town: Te Kuiti. bbox=[462, 92, 494, 103]
delighted-with: DELIGHTED with bbox=[378, 1403, 449, 1414]
gresham-telephone: TELEPHONE No. 2. bbox=[46, 1069, 127, 1080]
dooley-town: TE KUITI bbox=[128, 971, 166, 982]
aria-heading: ARIA PUBLIC HALL SOCIETY. bbox=[812, 295, 920, 318]
brewer-phone: Phone 17. bbox=[68, 598, 105, 609]
every-purchaser: Every purchaser bbox=[384, 1387, 443, 1398]
book-row bbox=[173, 1459, 326, 1470]
whisky-ad-1-sub: THE PUREST AND BEST. bbox=[36, 58, 137, 69]
classified-ad: WHY pay more? You can get it cheaper and better at Robinson's. bbox=[173, 1036, 326, 1063]
classified-ad: 20,000 ACRES native lease, carrying capacity at present 3000 sheep. Goodwill £10,000. Apply John Ormsby, Land and Commission Agent, Te Kuiti and Otorohanga. bbox=[173, 1213, 326, 1273]
classified-ad: CHRISTMAS toys, fancy goods, novelties,—get them at Robinson's and you will be satisfied as well as the recipient. bbox=[173, 1274, 326, 1323]
dentist-town: TE KUITI bbox=[128, 347, 166, 358]
concert-body: Programme of vocal, instrumental and elocutionary items by local artists. Refreshments. Everybody invited. Collection for Trust Funds. bbox=[333, 312, 494, 360]
sheridan-street: Sheridan Street, bbox=[699, 1951, 757, 1962]
catholic-body: Otorohanga: 8.45, Mass. Te Kuiti: 11.30, Mass. bbox=[792, 1462, 940, 1490]
classified-ad: FOR SALE, cheap, four tanks and one Orion range. Apply Jane's buildings, Te Kuiti. bbox=[173, 125, 326, 163]
brewer-title: SURGEON DENTIST bbox=[28, 570, 145, 583]
programme-heading: PROGRAMME. bbox=[544, 886, 621, 898]
classified-ad: WHY pay more? Robinson gives 10 per cent. better value in his gramophone line than the highly advertised "cut" lines of city firms. bbox=[173, 1364, 326, 1413]
empress-feet: 3000 feet in three acts. bbox=[372, 186, 455, 197]
classified-ad: LOOK OUT for Bazaar and Christmas Tea in aid of Methodist Church Building Fund, first week in April. bbox=[173, 164, 326, 202]
empress-title: Empress Theatre, bbox=[341, 67, 486, 89]
tender-4: APPLICATIONS, addressed to the chairman, will be received up to 5 p.m. on FRIDAY, March 13th, 1914, for the position of Road Surfaceman in the Oparau Riding of the Kawhia County. Schedule of duties may be seen at the County Office, Kawhia, at the office of the Waitomo County Council, Te Kuiti, or will be forwarded on application. bbox=[501, 577, 664, 668]
brewer-town: TE KUITI. bbox=[126, 585, 166, 596]
book-row bbox=[173, 1533, 326, 1544]
dentist-name: Mr. S. Dransfield bbox=[37, 278, 136, 330]
